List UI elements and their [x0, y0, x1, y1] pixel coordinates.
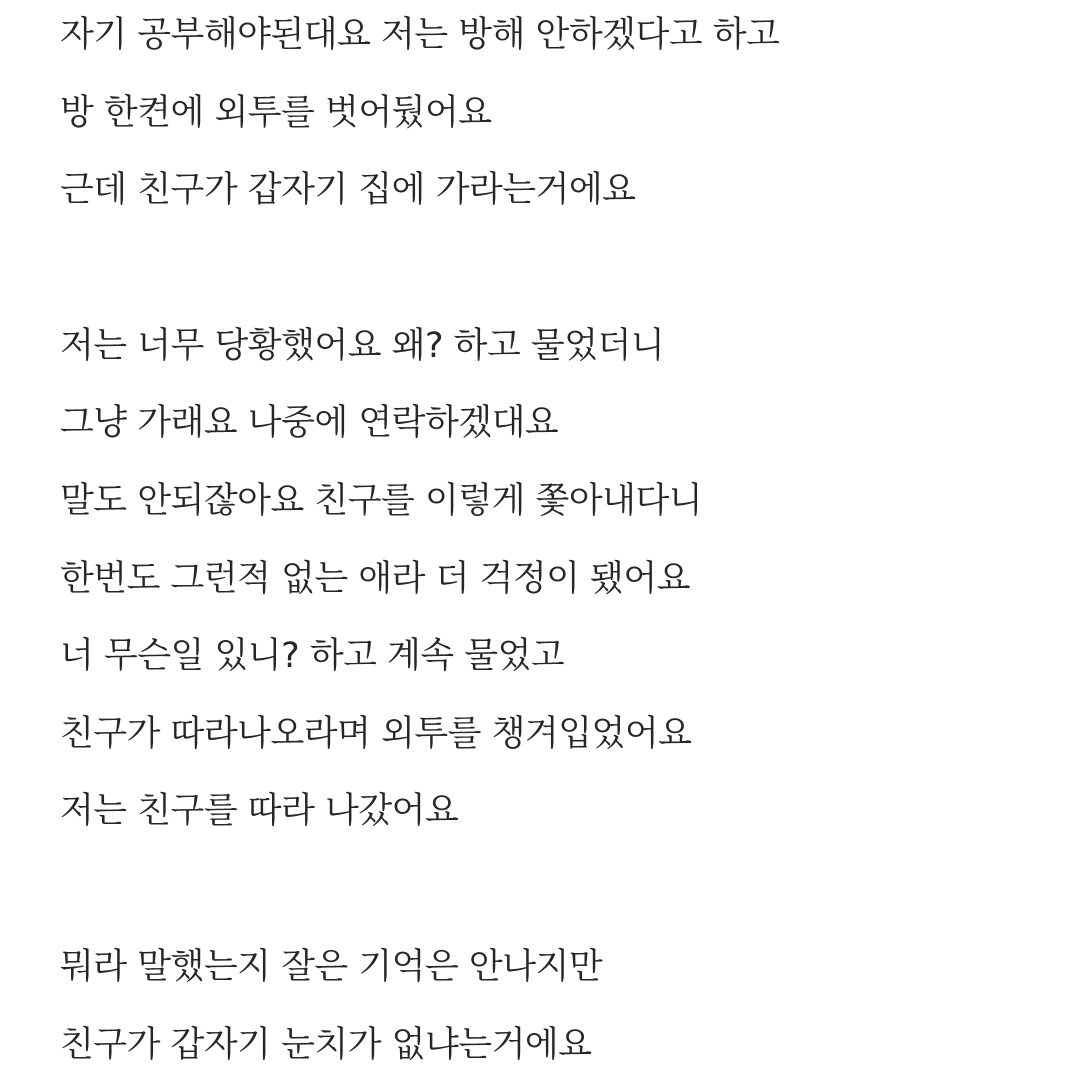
text-line: 저는 친구를 따라 나갔어요 — [60, 791, 459, 832]
text-line: 말도 안되잖아요 친구를 이렇게 쫓아내다니 — [60, 480, 703, 521]
text-line: 너 무슨일 있니? 하고 계속 물었고 — [60, 636, 565, 677]
paragraph-1 — [60, 0, 1060, 233]
paragraph-2 — [60, 311, 1060, 854]
text-line: 방 한켠에 외투를 벗어뒀어요 — [60, 92, 492, 133]
paragraph-3 — [60, 932, 1060, 1087]
text-line: 그냥 가래요 나중에 연락하겠대요 — [60, 403, 559, 444]
text-line: 근데 친구가 갑자기 집에 가라는거에요 — [60, 170, 636, 211]
text-line: 친구가 따라나오라며 외투를 챙겨입었어요 — [60, 713, 692, 754]
text-line: 친구가 갑자기 눈치가 없냐는거에요 — [60, 1024, 592, 1065]
text-line: 뭐라 말했는지 잘은 기억은 안나지만 — [60, 946, 603, 987]
paragraph-gap — [60, 233, 1060, 311]
paragraph-gap — [60, 854, 1060, 932]
post-body — [60, 0, 1060, 1087]
text-line: 한번도 그런적 없는 애라 더 걱정이 됐어요 — [60, 558, 691, 599]
text-line: 저는 너무 당황했어요 왜? 하고 물었더니 — [60, 325, 665, 366]
text-line: 자기 공부해야된대요 저는 방해 안하겠다고 하고 — [60, 15, 780, 55]
